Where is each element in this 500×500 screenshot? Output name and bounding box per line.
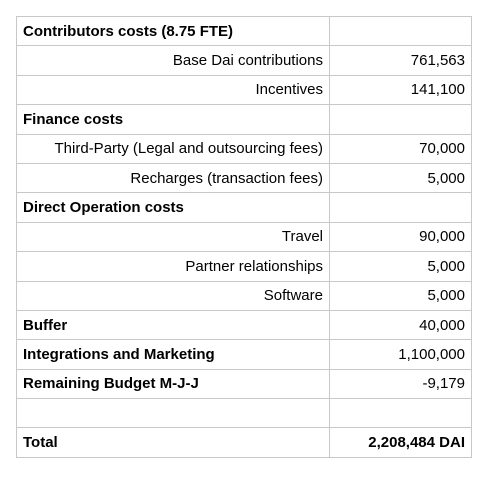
row-label-cell[interactable]: Recharges (transaction fees) [17, 163, 330, 192]
table-row [17, 134, 472, 163]
row-value-cell[interactable]: 5,000 [330, 163, 472, 192]
row-label-cell[interactable]: Software [17, 281, 330, 310]
row-value-cell[interactable]: 761,563 [330, 46, 472, 75]
table-row [17, 17, 472, 46]
budget-sheet [16, 16, 472, 458]
row-value-cell[interactable]: 5,000 [330, 281, 472, 310]
row-value-cell[interactable]: 90,000 [330, 222, 472, 251]
row-value-cell[interactable]: 141,100 [330, 75, 472, 104]
row-label-cell[interactable]: Finance costs [17, 105, 330, 134]
row-value-cell[interactable] [330, 105, 472, 134]
row-label-cell[interactable]: Integrations and Marketing [17, 340, 330, 369]
row-label-cell[interactable]: Total [17, 428, 330, 457]
budget-table-body [17, 17, 472, 458]
table-row [17, 369, 472, 398]
row-value-cell[interactable]: -9,179 [330, 369, 472, 398]
row-label-cell[interactable]: Partner relationships [17, 252, 330, 281]
table-row [17, 399, 472, 428]
row-value-cell[interactable]: 2,208,484 DAI [330, 428, 472, 457]
row-value-cell[interactable]: 5,000 [330, 252, 472, 281]
table-row [17, 310, 472, 339]
row-value-cell[interactable] [330, 193, 472, 222]
row-label-cell[interactable] [17, 399, 330, 428]
table-row [17, 340, 472, 369]
row-value-cell[interactable] [330, 17, 472, 46]
row-label-cell[interactable]: Third-Party (Legal and outsourcing fees) [17, 134, 330, 163]
row-label-cell[interactable]: Travel [17, 222, 330, 251]
row-value-cell[interactable]: 70,000 [330, 134, 472, 163]
row-label-cell[interactable]: Incentives [17, 75, 330, 104]
table-row [17, 281, 472, 310]
table-row [17, 222, 472, 251]
table-row [17, 193, 472, 222]
row-value-cell[interactable]: 1,100,000 [330, 340, 472, 369]
table-row [17, 75, 472, 104]
table-row [17, 163, 472, 192]
row-label-cell[interactable]: Contributors costs (8.75 FTE) [17, 17, 330, 46]
row-value-cell[interactable]: 40,000 [330, 310, 472, 339]
row-label-cell[interactable]: Base Dai contributions [17, 46, 330, 75]
row-label-cell[interactable]: Direct Operation costs [17, 193, 330, 222]
table-row [17, 252, 472, 281]
row-label-cell[interactable]: Buffer [17, 310, 330, 339]
row-label-cell[interactable]: Remaining Budget M-J-J [17, 369, 330, 398]
table-row [17, 46, 472, 75]
row-value-cell[interactable] [330, 399, 472, 428]
table-row [17, 428, 472, 457]
table-row [17, 105, 472, 134]
budget-table [16, 16, 472, 458]
